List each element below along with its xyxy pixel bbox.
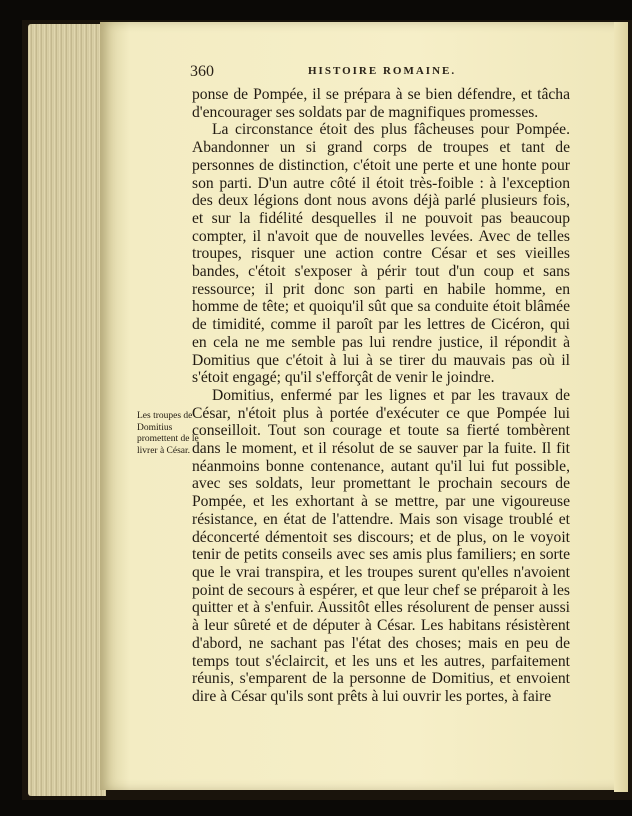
paragraph: Domitius, enfermé par les lignes et par les travaux de César, n'étoit plus à portée d'exécuter ce que Pompée lui conseilloit. Tout son courage et toute sa fierté tombèrent dans le moment, et il résolut de se sauver par la fuite. Il fit néanmoins bonne contenance, autant qu'il lui fut possible, avec ses soldats, leur promettant le prochain secours de Pompée, et les exhortant à se mettre, par une vigoureuse résistance, en état de l'attendre. Mais son visage troublé et déconcerté démentoit ses discours; et de plus, on le voyoit tenir de petits conseils avec ses amis plus familiers; en sorte que le vrai transpira, et les troupes surent qu'elles n'avoient point de secours à espérer, et que leur chef se préparoit à les quitter et à s'enfuir. Aussitôt elles résolurent de penser aussi à leur sûreté et de députer à César. Les habitans résistèrent d'abord, ne sachant pas l'état des choses; mais en peu de temps tout s'éclaircit, et les uns et les autres, parfaitement réunis, s'emparent de la personne de Domitius, et envoient dire à César qu'ils sont prêts à lui ouvrir les portes, à faire: [192, 386, 570, 705]
page-header: [190, 63, 590, 85]
paragraph-continuation: ponse de Pompée, il se prépara à se bien défendre, et tâcha d'encourager ses soldats par de magnifiques promesses.: [192, 86, 570, 121]
right-page-edge: [614, 22, 628, 792]
paragraph: La circonstance étoit des plus fâcheuses pour Pompée. Abandonner un si grand corps de troupes et tant de personnes de distinction, c'étoit une perte et une honte pour son parti. D'un autre côté il étoit très-foible : à l'exception des deux légions dont nous avons déjà parlé plusieurs fois, et sur la fidélité desquelles il ne pouvoit pas beaucoup compter, il n'avoit que de nouvelles levées. Avec de telles troupes, risquer une action contre César et ses vieilles bandes, c'étoit s'exposer à périr tout d'un coup et sans ressource; il prit donc son parti en habile homme, en homme de tête; et quoiqu'il sût que sa conduite étoit blâmée de timidité, comme il paroît par les lettres de Cicéron, qui en cela ne me semble pas lui rendre justice, il répondit à Domitius que c'étoit à lui à se tirer du mauvais pas où il s'étoit engagé; qu'il s'efforçât de venir le joindre.: [192, 121, 570, 387]
margin-note: Les troupes de Domitius promettent de le livrer à César.: [137, 411, 199, 456]
page-number: 360: [190, 63, 214, 80]
page-edges: [28, 24, 106, 796]
body-text: [192, 86, 570, 706]
running-title: HISTOIRE ROMAINE.: [308, 65, 457, 77]
